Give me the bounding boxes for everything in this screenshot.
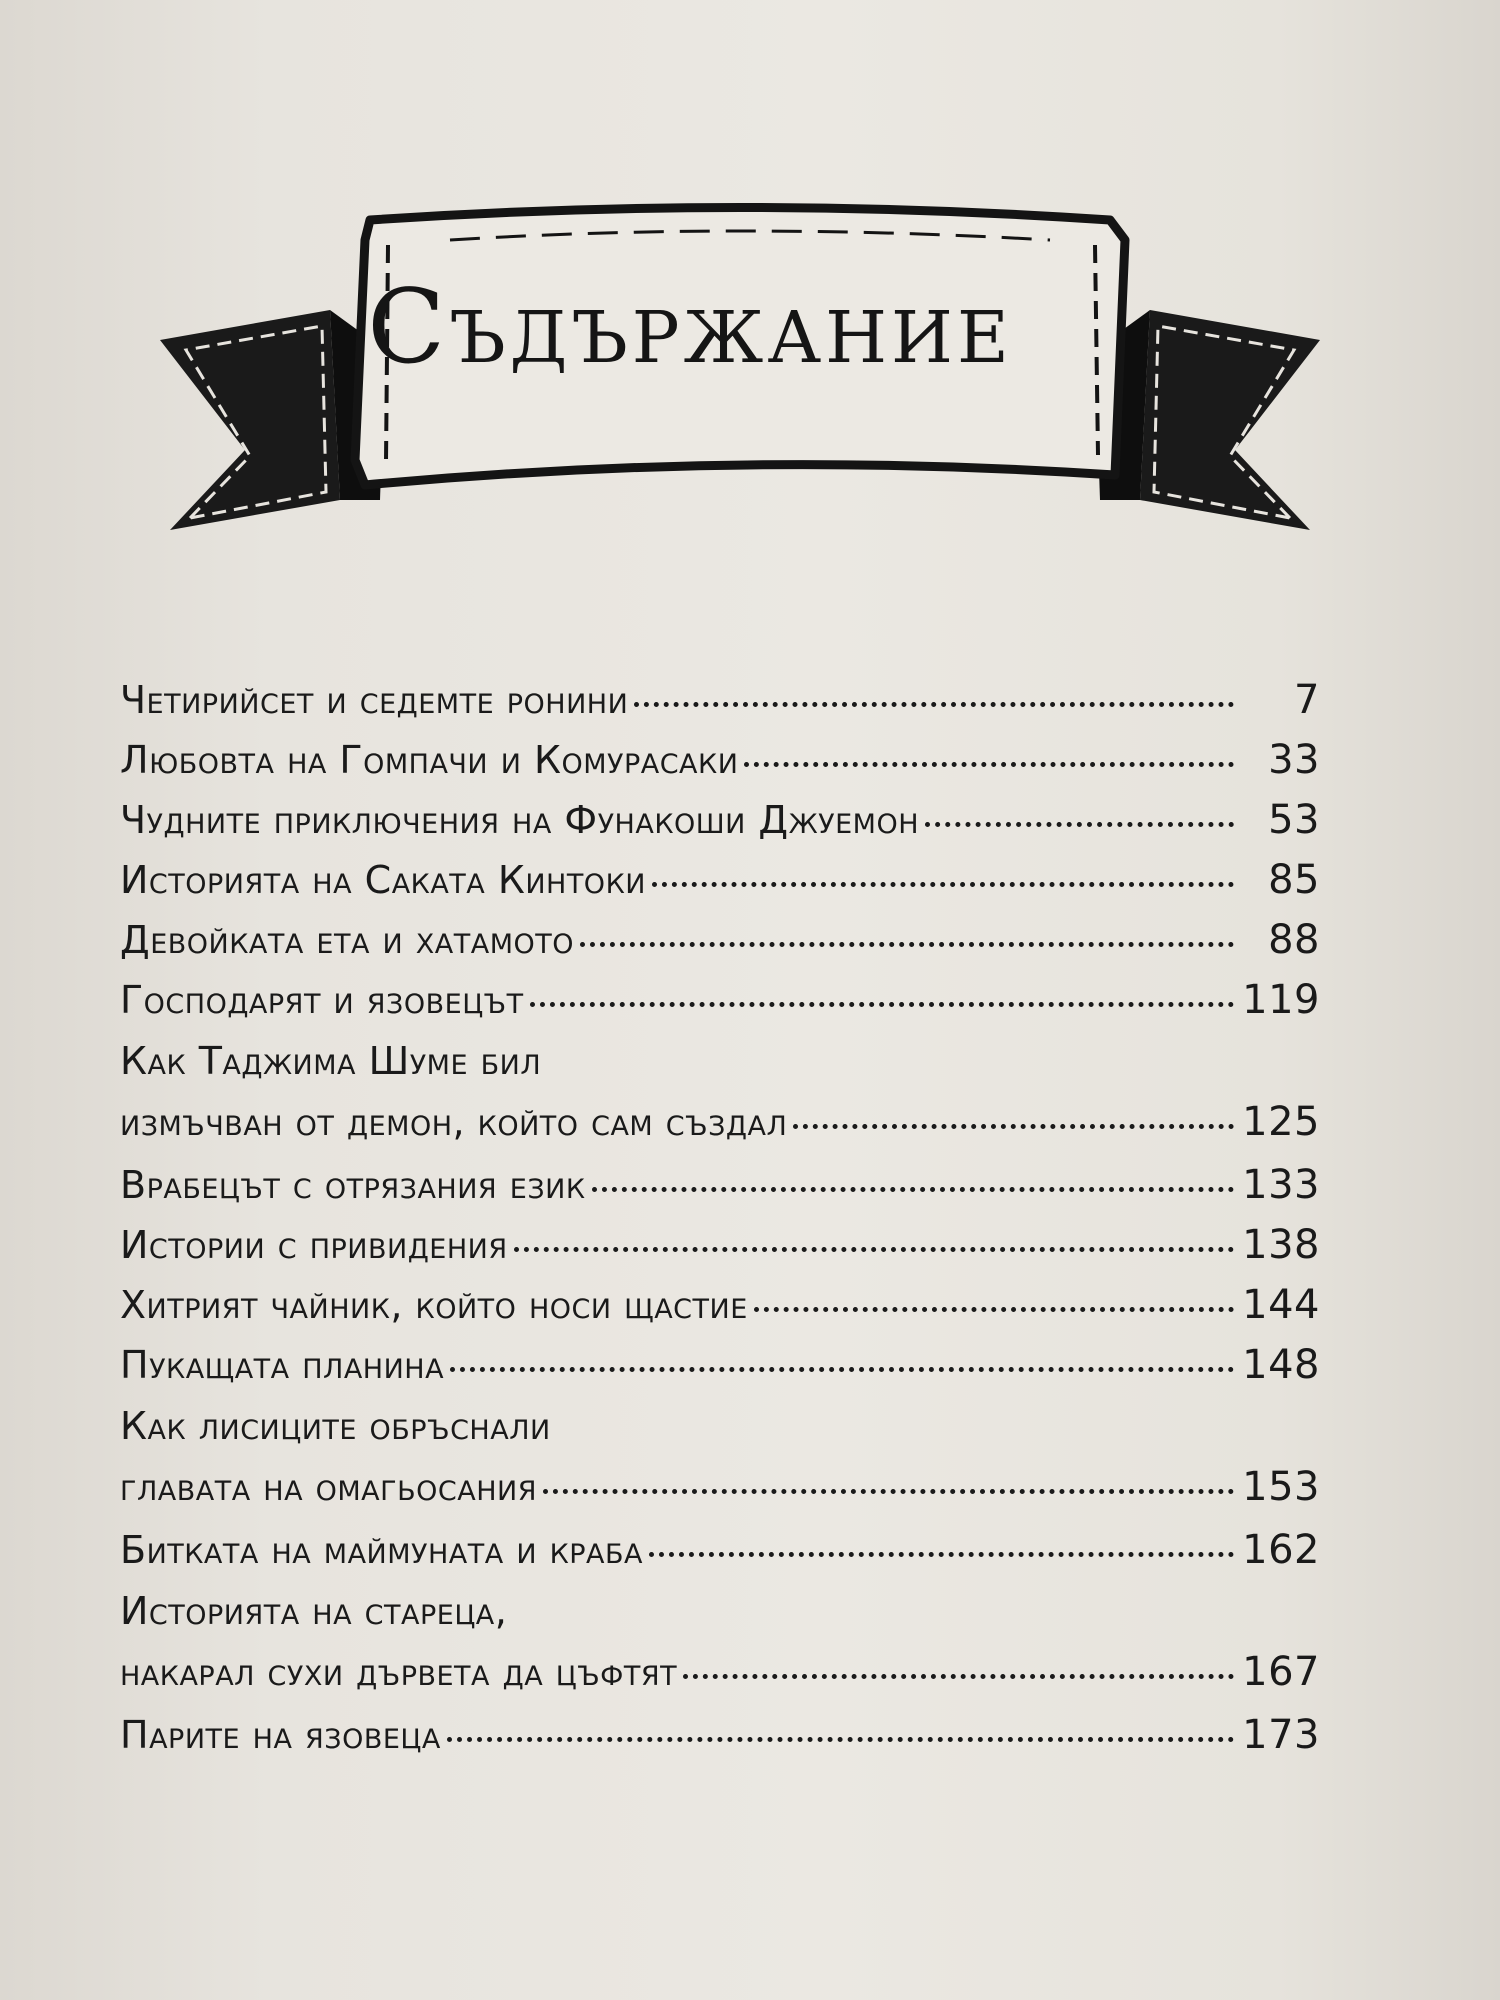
toc-entry[interactable] bbox=[120, 1215, 1320, 1275]
toc-entry-page: 33 bbox=[1268, 737, 1320, 783]
toc-entry-title: Истории с привидения bbox=[120, 1223, 508, 1267]
toc-entry-page: 119 bbox=[1242, 977, 1320, 1023]
dot-leader bbox=[652, 882, 1234, 887]
dot-leader bbox=[683, 1674, 1234, 1679]
dot-leader bbox=[634, 702, 1234, 707]
dot-leader bbox=[649, 1552, 1234, 1557]
toc-entry-page: 148 bbox=[1242, 1342, 1320, 1388]
toc-entry-page: 133 bbox=[1242, 1162, 1320, 1208]
dot-leader bbox=[580, 942, 1234, 947]
toc-entry-title: Чудните приключения на Фунакоши Джуемон bbox=[120, 798, 920, 842]
page-title: Съдържание bbox=[367, 268, 1013, 387]
dot-leader bbox=[530, 1002, 1234, 1007]
toc-entry[interactable] bbox=[120, 790, 1320, 850]
toc-entry-title: Врабецът с отрязания език bbox=[120, 1163, 586, 1207]
toc-entry[interactable] bbox=[120, 670, 1320, 730]
toc-entry[interactable] bbox=[120, 730, 1320, 790]
toc-entry-title-line1: Как Таджима Шуме бил bbox=[120, 1039, 542, 1083]
toc-entry-title: главата на омагьосания bbox=[120, 1465, 537, 1509]
toc-entry-title: Парите на язовеца bbox=[120, 1713, 441, 1757]
dot-leader bbox=[793, 1124, 1234, 1129]
toc-entry[interactable] bbox=[120, 1395, 1320, 1520]
toc-entry-page: 162 bbox=[1242, 1527, 1320, 1573]
toc-entry-page: 88 bbox=[1268, 917, 1320, 963]
toc-entry-title: накарал сухи дървета да цъфтят bbox=[120, 1650, 678, 1694]
toc-entry[interactable] bbox=[120, 1705, 1320, 1765]
toc-entry-page: 53 bbox=[1268, 797, 1320, 843]
dot-leader bbox=[925, 822, 1234, 827]
toc-entry-page: 173 bbox=[1242, 1712, 1320, 1758]
toc-entry-title: Девойката ета и хатамото bbox=[120, 918, 574, 962]
toc-entry[interactable] bbox=[120, 970, 1320, 1030]
dot-leader bbox=[744, 762, 1234, 767]
toc-entry-page: 153 bbox=[1242, 1464, 1320, 1510]
toc-entry-title: Хитрият чайник, който носи щастие bbox=[120, 1283, 748, 1327]
toc-entry[interactable] bbox=[120, 850, 1320, 910]
toc-entry-title: Битката на маймуната и краба bbox=[120, 1528, 644, 1572]
dot-leader bbox=[543, 1489, 1234, 1494]
toc-entry[interactable] bbox=[120, 1275, 1320, 1335]
toc-entry-title: Любовта на Гомпачи и Комурасаки bbox=[120, 738, 739, 782]
toc-entry-page: 85 bbox=[1268, 857, 1320, 903]
toc-entry-title: Господарят и язовецът bbox=[120, 978, 524, 1022]
toc-entry[interactable] bbox=[120, 1030, 1320, 1155]
dot-leader bbox=[450, 1367, 1234, 1372]
toc-entry-page: 7 bbox=[1294, 677, 1320, 723]
toc-entry-page: 125 bbox=[1242, 1099, 1320, 1145]
toc-entry-title-line1: Историята на стареца, bbox=[120, 1589, 508, 1633]
toc-entry-page: 167 bbox=[1242, 1649, 1320, 1695]
toc-entry-page: 144 bbox=[1242, 1282, 1320, 1328]
table-of-contents bbox=[120, 670, 1320, 1765]
toc-entry-title: Пукащата планина bbox=[120, 1343, 445, 1387]
toc-entry-title: измъчван от демон, който сам създал bbox=[120, 1100, 788, 1144]
dot-leader bbox=[514, 1247, 1234, 1252]
toc-entry-page: 138 bbox=[1242, 1222, 1320, 1268]
dot-leader bbox=[754, 1307, 1234, 1312]
dot-leader bbox=[592, 1187, 1235, 1192]
toc-entry-title: Четирийсет и седемте ронини bbox=[120, 678, 629, 722]
toc-entry-title: Историята на Саката Кинтоки bbox=[120, 858, 646, 902]
toc-entry[interactable] bbox=[120, 1155, 1320, 1215]
toc-entry-title-line1: Как лисиците обръснали bbox=[120, 1404, 551, 1448]
toc-entry[interactable] bbox=[120, 910, 1320, 970]
dot-leader bbox=[447, 1737, 1234, 1742]
toc-entry[interactable] bbox=[120, 1520, 1320, 1580]
toc-entry[interactable] bbox=[120, 1335, 1320, 1395]
toc-entry[interactable] bbox=[120, 1580, 1320, 1705]
